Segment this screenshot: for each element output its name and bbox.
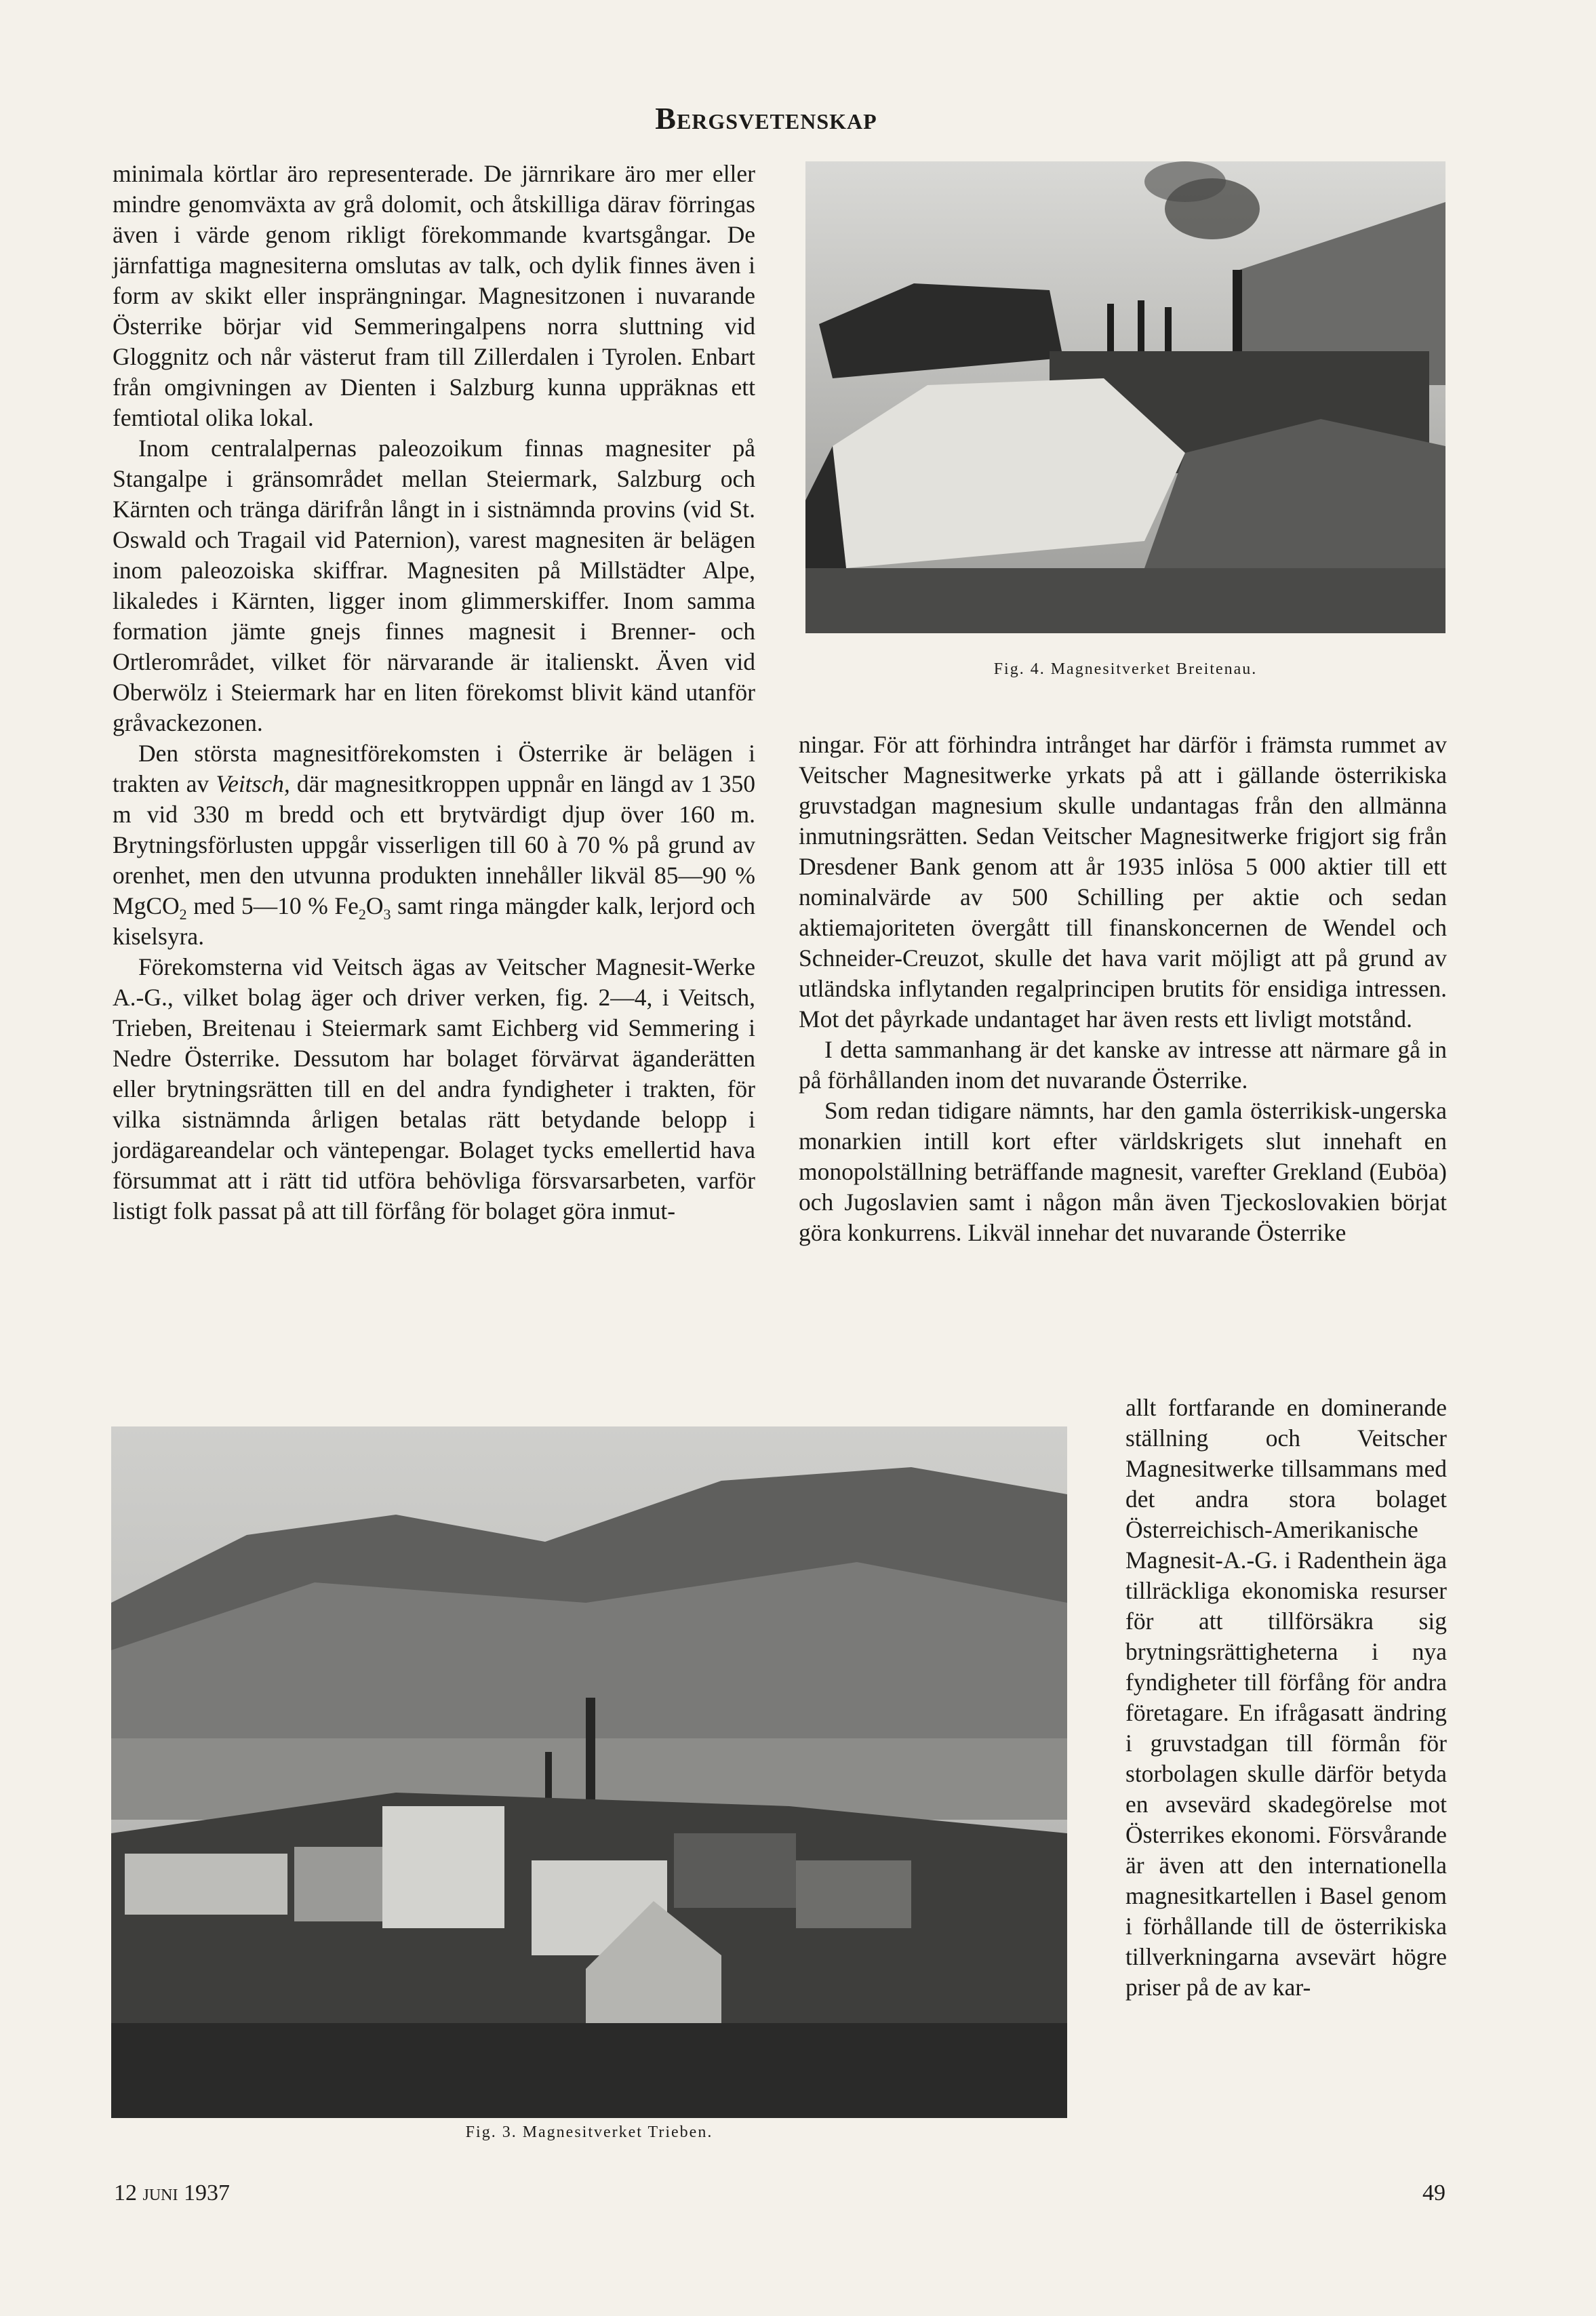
left-text-column [113,159,755,1226]
paragraph-veitsch: Den största magnesitförekomsten i Österrike är belägen i trakten av Veitsch, där magnesitkroppen uppnår en längd av 1 350 m vid 330 m bredd och ett brytvärdigt djup över 160 m. Brytningsförlusten uppgår visserligen till 60 à 70 % på grund av orenhet, men den utvunna produkten innehåller likväl 85—90 % MgCO$_2$ med 5—10 % $Fe_2O_3$ samt ringa mängder kalk, lerjord och kiselsyra. [113,740,755,950]
paragraph: minimala körtlar äro representerade. De järnrikare äro mer eller mindre genomväxta av grå dolomit, och åtskilliga därav förringas även i värde genom rikligt förekommande kvartsgångar. De järnfattiga magnesiterna omslutas av talk, och dylik finnes även i form av skikt eller insprängningar. Magnesitzonen i nuvarande Österrike börjar vid Semmeringalpens norra sluttning vid Gloggnitz och når västerut fram till Zillerdalen i Tyrolen. Enbart från omgivningen av Dienten i Salzburg kunna uppräknas ett femtiotal olika lokal. [113,160,755,431]
page-header-title: Bergsvetenskap [655,101,877,136]
figure-4-caption: Fig. 4. Magnesitverket Breitenau. [993,660,1258,678]
paragraph: Inom centralalpernas paleozoikum finnas magnesiter på Stangalpe i gränsområdet mellan Steiermark, Salzburg och Kärnten och tränga därifrån långt in i sistnämnda provins (vid St. Oswald och Tragail vid Paternion), varest magnesiten är belägen inom paleozoiska skiffrar. Magnesiten på Millstädter Alpe, likaledes i Kärnten, ligger inom glimmerskiffer. Inom samma formation jämte gnejs finnes magnesit i Brenner- och Ortlerområdet, vilket för närvarande är italienskt. Även vid Oberwölz i Steiermark har en liten förekomst blivit känd utanför gråvackezonen. [113,435,755,736]
right-narrow-column [1125,1393,1447,2003]
paragraph: I detta sammanhang är det kanske av intresse att närmare gå in på förhållanden inom det nuvarande Österrike. [799,1036,1447,1094]
figure-3-caption: Fig. 3. Magnesitverket Trieben. [465,2123,713,2141]
paragraph: Förekomsterna vid Veitsch ägas av Veitscher Magnesit-Werke A.-G., vilket bolag äger och driver verken, fig. 2—4, i Veitsch, Trieben, Breitenau i Steiermark samt Eichberg vid Semmering i Nedre Österrike. Dessutom har bolaget förvärvat äganderätten eller brytningsrätten till en del andra fyndigheter i trakten, för vilka sistnämnda årligen betalas rätt betydande belopp i jordägareandelar och väntepengar. Bolaget tycks emellertid hava försummat att i rätt tid utföra behövliga försvarsarbeten, varför listigt folk passat på att till förfång för bolaget göra inmut- [113,953,755,1224]
figure-4-photo [805,161,1445,633]
footer-date: 12 juni 1937 [114,2180,230,2205]
right-text-column [799,730,1447,1248]
paragraph: allt fortfarande en dominerande ställning och Veitscher Magnesitwerke tillsammans med det andra stora bolaget Österreichisch-Amerikanische Magnesit-A.-G. i Radenthein äga tillräckliga ekonomiska resurser för att tillförsäkra sig brytningsrättigheterna i nya fyndigheter till förfång för andra företagare. En ifrågasatt ändring i gruvstadgan till förmån för storbolagen skulle därför betyda en avsevärd skadegörelse mot Österrikes ekonomi. Försvårande är även att den internationella magnesitkartellen i Basel genom i förhållande till de österrikiska tillverkningarna avsevärt högre priser på de av kar- [1125,1394,1447,2001]
page-number: 49 [1422,2180,1445,2205]
paragraph: Som redan tidigare nämnts, har den gamla österrikisk-ungerska monarkien intill kort efter världskrigets slut innehaft en monopolställning beträffande magnesit, varefter Grekland (Euböa) och Jugoslavien samt i någon mån även Tjeckoslovakien börjat göra konkurrens. Likväl innehar det nuvarande Österrike [799,1097,1447,1246]
paragraph: ningar. För att förhindra intrånget har därför i främsta rummet av Veitscher Magnesitwerke yrkats på att i gällande österrikiska gruvstadgan magnesium skulle undantagas från den allmänna inmutningsrätten. Sedan Veitscher Magnesitwerke frigjort sig från Dresdener Bank genom att år 1935 inlösa 5 000 aktier till ett nominalvärde av 500 Schilling per aktie och sedan aktiemajoriteten övergått till finanskoncernen de Wendel och Schneider-Creuzot, skulle det hava varit möjligt att på grund av utländska inflytanden regalprincipen brutits för ensidiga intressen. Mot det påyrkade undantaget har även rests ett livligt motstånd. [799,731,1447,1033]
figure-3-photo [111,1426,1067,2118]
